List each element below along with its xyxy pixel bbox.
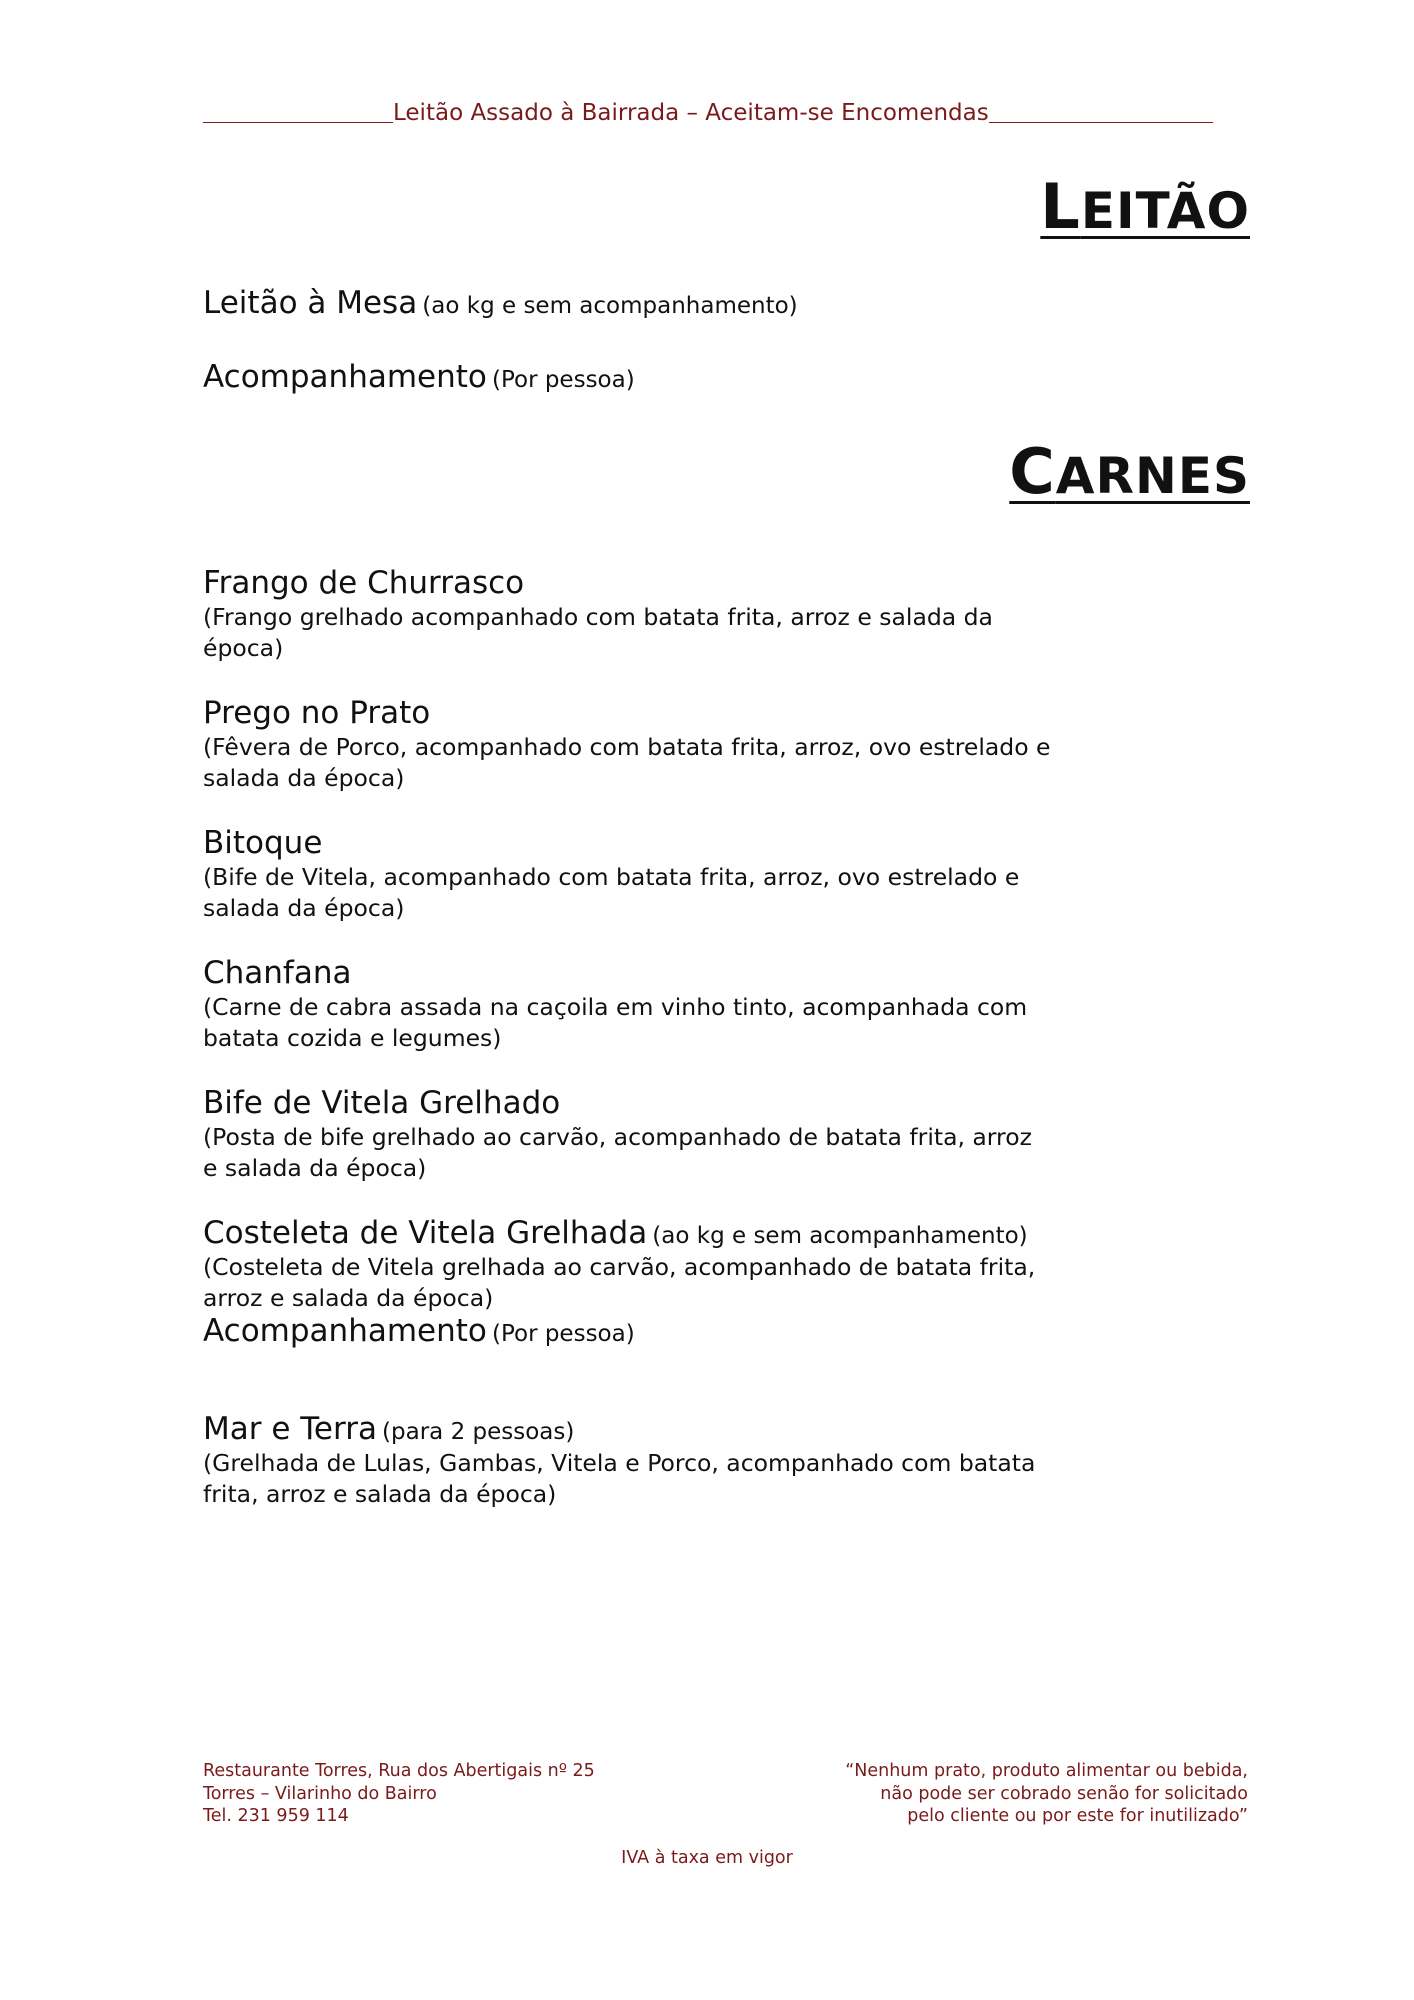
item-note: (ao kg e sem acompanhamento) — [422, 293, 798, 319]
menu-item-frango-de-churrasco — [203, 564, 1053, 664]
item-description: (Carne de cabra assada na caçoila em vinho tinto, acompanhada com batata cozida e legumes) — [203, 993, 1028, 1052]
menu-item-bife-de-vitela-grelhado — [203, 1084, 1053, 1184]
item-name: Acompanhamento — [203, 359, 487, 395]
item-name: Chanfana — [203, 955, 352, 991]
item-name: Frango de Churrasco — [203, 565, 525, 601]
footer-vat: IVA à taxa em vigor — [621, 1848, 793, 1868]
footer-notice-line: não pode ser cobrado senão for solicitado — [880, 1783, 1248, 1804]
section-title-rest: EITÃO — [1080, 182, 1250, 240]
menu-item-acompanhamento — [203, 358, 1053, 396]
footer-notice-line: pelo cliente ou por este for inutilizado” — [907, 1806, 1248, 1826]
menu-item-leitao-a-mesa — [203, 284, 1053, 322]
item-description: (Grelhada de Lulas, Gambas, Vitela e Porco, acompanhado com batata frita, arroz e salada da época) — [203, 1449, 1036, 1508]
item-name: Costeleta de Vitela Grelhada — [203, 1215, 648, 1251]
menu-item-prego-no-prato — [203, 694, 1053, 794]
section-title-initial: C — [1009, 435, 1056, 508]
footer-address-line: Restaurante Torres, Rua dos Abertigais nº 25 — [203, 1761, 595, 1781]
item-name: Bitoque — [203, 825, 323, 861]
item-description: (Posta de bife grelhado ao carvão, acompanhado de batata frita, arroz e salada da época) — [203, 1123, 1032, 1182]
footer-notice-line: “Nenhum prato, produto alimentar ou bebida, — [845, 1761, 1248, 1781]
item-name: Bife de Vitela Grelhado — [203, 1085, 561, 1121]
footer-address-line: Torres – Vilarinho do Bairro — [203, 1783, 437, 1804]
item-description: (Bife de Vitela, acompanhado com batata frita, arroz, ovo estrelado e salada da época) — [203, 863, 1020, 922]
item-description: (Costeleta de Vitela grelhada ao carvão, acompanhado de batata frita, arroz e salada da época) — [203, 1253, 1036, 1312]
footer-notice — [845, 1760, 1248, 1828]
menu-item-mar-e-terra — [203, 1410, 1053, 1510]
item-note: (Por pessoa) — [491, 367, 635, 393]
menu-item-acompanhamento-carnes — [203, 1312, 1053, 1350]
section-title-initial: L — [1040, 170, 1081, 243]
page-header — [203, 100, 1213, 126]
header-rule-left — [203, 122, 393, 123]
item-note: (ao kg e sem acompanhamento) — [652, 1223, 1028, 1249]
item-name: Leitão à Mesa — [203, 285, 418, 321]
item-description: (Frango grelhado acompanhado com batata frita, arroz e salada da época) — [203, 603, 993, 662]
item-note: (para 2 pessoas) — [382, 1419, 575, 1445]
header-rule-right — [989, 122, 1213, 123]
menu-item-chanfana — [203, 954, 1053, 1054]
item-name: Prego no Prato — [203, 695, 431, 731]
footer-phone: Tel. 231 959 114 — [203, 1806, 349, 1826]
section-title-rest: ARNES — [1055, 447, 1250, 505]
item-description: (Fêvera de Porco, acompanhado com batata frita, arroz, ovo estrelado e salada da época) — [203, 733, 1051, 792]
footer-address — [203, 1760, 595, 1828]
section-title-leitao — [1040, 170, 1250, 243]
section-title-carnes — [1009, 435, 1250, 508]
header-text: Leitão Assado à Bairrada – Aceitam-se Encomendas — [393, 100, 989, 126]
menu-item-bitoque — [203, 824, 1053, 924]
item-note: (Por pessoa) — [491, 1321, 635, 1347]
menu-item-costeleta-de-vitela-grelhada — [203, 1214, 1053, 1314]
item-name: Acompanhamento — [203, 1313, 487, 1349]
item-name: Mar e Terra — [203, 1411, 377, 1447]
